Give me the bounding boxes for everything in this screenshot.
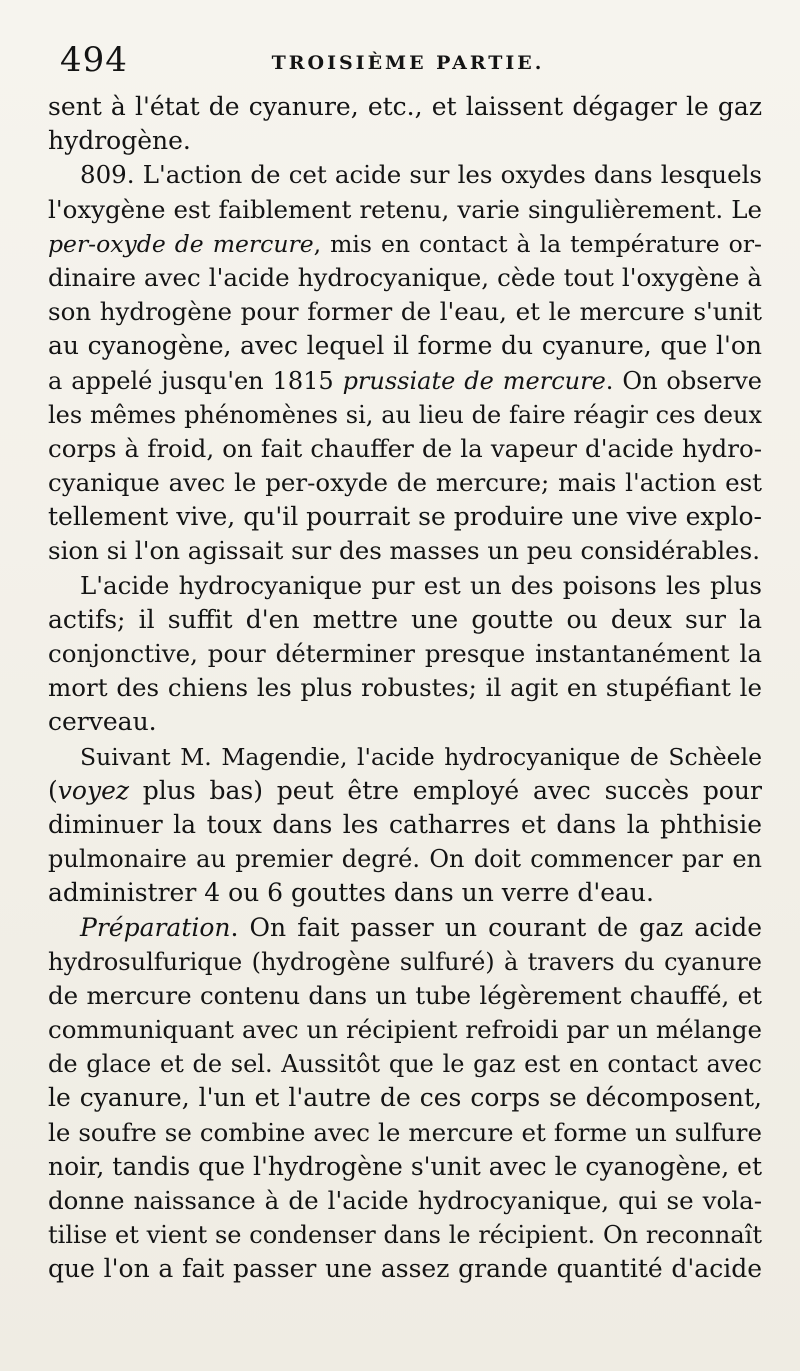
text-line: [48, 911, 762, 945]
text-line: [48, 1047, 762, 1081]
text-line: [48, 1252, 762, 1286]
text-line: [48, 1150, 762, 1184]
text-line: [48, 740, 762, 774]
text-line: [48, 1081, 762, 1115]
text-run: sion si l'on agissait sur des masses un peu considérables.: [48, 536, 761, 566]
text-line: [48, 90, 762, 124]
text-run: que l'on a fait passer une assez grande quantité d'acide: [48, 1254, 762, 1284]
italic-term: voyez: [57, 775, 130, 805]
page-header: [58, 40, 758, 90]
text-run: diminuer la toux dans les catharres et dans la phthisie: [48, 809, 762, 839]
text-line: [48, 603, 762, 637]
text-line: [48, 842, 762, 876]
text-line: [48, 364, 762, 398]
running-title: TROISIÈME PARTIE.: [271, 52, 545, 74]
text-run: hydrogène.: [48, 126, 191, 156]
text-run: . On observe: [605, 366, 762, 395]
text-run: conjonctive, pour déterminer presque instantanément la: [48, 639, 762, 668]
text-run: a appelé jusqu'en 1815: [48, 366, 343, 395]
text-line: [48, 295, 762, 329]
text-line: [48, 979, 762, 1013]
text-run: . On fait passer un courant de gaz acide: [230, 912, 762, 942]
text-run: sent à l'état de cyanure, etc., et laissent dégager le gaz: [48, 92, 762, 121]
text-run: L'acide hydrocyanique pur est un des poisons les plus: [80, 570, 762, 600]
text-line: [48, 500, 762, 534]
text-run: de glace et de sel. Aussitôt que le gaz est en contact avec: [48, 1050, 762, 1079]
text-run: , mis en contact à la température or-: [313, 229, 762, 258]
text-run: mort des chiens les plus robustes; il agit en stupéfiant le: [48, 673, 762, 703]
body-text: [48, 90, 762, 1287]
italic-term: prussiate de mercure: [342, 366, 606, 395]
text-line: [48, 227, 762, 261]
text-run: Suivant M. Magendie, l'acide hydrocyanique de Schèele: [80, 742, 762, 771]
italic-term: per-oxyde de mercure: [48, 229, 314, 258]
text-line: [48, 774, 762, 808]
text-run: hydrosulfurique (hydrogène sulfuré) à travers du cyanure: [48, 947, 762, 976]
text-line: [48, 808, 762, 842]
text-line: [48, 569, 762, 603]
text-run: les mêmes phénomènes si, au lieu de faire réagir ces deux: [48, 400, 762, 429]
page-number: 494: [60, 40, 128, 80]
text-run: noir, tandis que l'hydrogène s'unit avec le cyanogène, et: [48, 1151, 762, 1181]
text-line: [48, 329, 762, 363]
text-run: communiquant avec un récipient refroidi par un mélange: [48, 1015, 762, 1045]
text-run: donne naissance à de l'acide hydrocyanique, qui se vola-: [48, 1186, 762, 1215]
text-run: l'oxygène est faiblement retenu, varie singulièrement. Le: [48, 194, 762, 224]
text-line: [48, 1013, 762, 1047]
text-run: le cyanure, l'un et l'autre de ces corps se décomposent,: [48, 1083, 762, 1113]
text-run: son hydrogène pour former de l'eau, et le mercure s'unit: [48, 297, 762, 327]
text-line: [48, 398, 762, 432]
text-line: [48, 1184, 762, 1218]
text-run: plus bas) peut être employé avec succès pour: [129, 775, 762, 805]
text-run: dinaire avec l'acide hydrocyanique, cède tout l'oxygène à: [48, 262, 762, 292]
text-run: 809. L'action de cet acide sur les oxydes dans lesquels: [80, 160, 762, 190]
text-line: [48, 637, 762, 671]
text-line: [48, 1116, 762, 1150]
text-run: au cyanogène, avec lequel il forme du cyanure, que l'on: [48, 331, 762, 361]
text-run: (: [48, 775, 58, 805]
text-line: [48, 193, 762, 227]
italic-term: Préparation: [80, 912, 231, 942]
text-line: [48, 1218, 762, 1252]
text-line: [48, 158, 762, 192]
text-line: [48, 876, 762, 910]
text-line: [48, 671, 762, 705]
text-line: [48, 432, 762, 466]
text-line: [48, 705, 762, 739]
text-line: [48, 534, 762, 568]
text-run: administrer 4 ou 6 gouttes dans un verre d'eau.: [48, 878, 654, 908]
text-run: pulmonaire au premier degré. On doit commencer par en: [48, 845, 762, 874]
text-line: [48, 466, 762, 500]
text-run: tellement vive, qu'il pourrait se produire une vive explo-: [48, 502, 762, 532]
text-run: cyanique avec le per-oxyde de mercure; mais l'action est: [48, 468, 762, 498]
text-run: corps à froid, on fait chauffer de la vapeur d'acide hydro-: [48, 433, 762, 463]
text-line: [48, 945, 762, 979]
text-run: actifs; il suffit d'en mettre une goutte ou deux sur la: [48, 604, 762, 634]
text-run: de mercure contenu dans un tube légèrement chauffé, et: [48, 980, 762, 1010]
text-line: [48, 124, 762, 158]
text-run: tilise et vient se condenser dans le récipient. On reconnaît: [48, 1221, 762, 1250]
text-run: le soufre se combine avec le mercure et forme un sulfure: [48, 1117, 762, 1147]
text-line: [48, 261, 762, 295]
text-run: cerveau.: [48, 707, 157, 737]
